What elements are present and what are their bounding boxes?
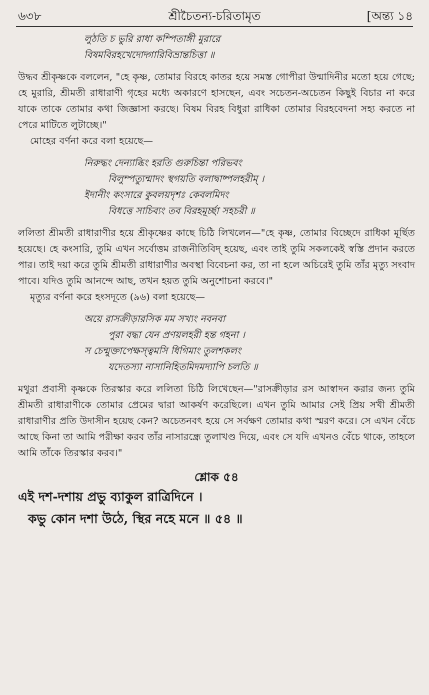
verse-line: পুরা বদ্ধা যেন প্রণয়লহরী হন্ত গহনা ।: [108, 330, 245, 341]
page-number: ৬৩৮: [18, 9, 42, 23]
intro-mrityu: মৃত্যুর বর্ণনা করে হংসদূতে (৯৬) বলা হয়েছে—: [30, 292, 206, 303]
paragraph-uddhava: উদ্ধব শ্রীকৃষ্ণকে বললেন, "হে কৃষ্ণ, তোমার বিরহে কাতর হয়ে সমস্ত গোপীরা উন্মাদিনীর মতো হয়ে গেছে; হে মুরারি, শ্রীমতী রাধারাণী গৃহের মধ্যে অকারণে হাসছেন, এবং সচেতন-অচেতন কিছুই বিচার না করে যাকে তাকে তোমার কথা জিজ্ঞাসা করছে। বিষম বিরহ বিধুরা রাধিকা তোমার বিরহবেদনা সহ্য করতে না পেরে মাটিতে লুটাচ্ছে।": [18, 72, 415, 131]
verse-line: বিধত্তে সাচিব্যং তব বিরহমূর্চ্ছা সহচরী ॥: [108, 206, 255, 217]
sloka-title: শ্লোক ৫৪: [194, 470, 239, 484]
page-content: [18, 32, 415, 530]
verse-2: [18, 156, 415, 220]
verse-line: ইদানীং কংসারে কুবলয়দৃশঃ কেবলমিদং: [84, 190, 229, 201]
header-rule: [16, 26, 413, 27]
chapter-marker: [অন্ত্য ১৪: [366, 9, 413, 23]
verse-1: [18, 32, 415, 64]
verse-line: লুঠতি চ ভুরি রাধা কম্পিতাঙ্গী মুরারে: [84, 34, 221, 45]
verse-line: অয়ে রাসক্রীড়ারসিক মম সখ্যং নবনবা: [84, 314, 225, 325]
verse-line: নিরুদ্ধং দেন্যাব্ধিং হরতি গুরুচিন্তা পরিভবং: [84, 158, 242, 169]
page-header: [16, 6, 413, 26]
verse-line: বিলুম্পত্যুন্মাদং স্থগয়তি বলাদ্বাষ্পলহরীম্ ।: [108, 174, 265, 185]
paragraph-mathura: মথুরা প্রবাসী কৃষ্ণকে তিরস্কার করে ললিতা চিঠি লিখেছেন—"রাসক্রীড়ার রস আস্বাদন করার জন্য তুমি শ্রীমতী রাধারাণীকে তোমার প্রেমের দ্বারা আকর্ষণ করেছিলে। এখন তুমি আমার সেই প্রিয় সখী শ্রীমতী রাধারাণীর প্রতি উদাসীন হয়েছ কেন? অচেতনবৎ হয়ে সে সর্বক্ষণ তোমার কথা স্মরণ করে। সে এখন বেঁচে আছে কিনা তা আমি পরীক্ষা করব তাঁর নাসারন্ধ্রে তুলাখণ্ড দিয়ে, এবং সে যদি এখনও বেঁচে থাকে, তাহলে আমি তাঁকে তিরস্কার করব।": [18, 384, 415, 459]
verse-line: বিষমবিরহখেদোদ্গারিবিভ্রান্তচিত্তা ॥: [84, 50, 215, 61]
sloka-line-1: এই দশ-দশায় প্রভু ব্যাকুল রাত্রিদিনে ।: [18, 489, 203, 504]
verse-line: স চেন্মুক্তাপেক্ষস্ত্বমসি ধিগিমাং তুলশকলং: [84, 346, 242, 357]
running-title: শ্রীচৈতন্য-চরিতামৃত: [168, 9, 261, 23]
paragraph-lalita-letter: ললিতা শ্রীমতী রাধারাণীর হয়ে শ্রীকৃষ্ণের কাছে চিঠি লিখলেন—"হে কৃষ্ণ, তোমার বিচ্ছেদে রাধিকা মূর্ছিত হয়েছে। হে কংসারি, তুমি এখন সর্বোত্তম রাজনীতিবিদ্ হয়েছ, এবং তাই তুমি সকলকেই স্বস্তি প্রদান করতে পার। তাই দয়া করে তুমি শ্রীমতী রাধারাণীর অবস্থা বিবেচনা কর, তা না হলে অচিরেই তুমি তাঁর মৃত্যু সংবাদ পাবে। যদিও তুমি আনন্দে আছ, তখন হয়ত তুমি অনুশোচনা করবে।": [18, 228, 415, 287]
intro-moha: মোহের বর্ণনা করে বলা হয়েছে—: [30, 136, 153, 147]
verse-line: যদেতস্যা নাসানিহিতমিদমদ্যাপি চলতি ॥: [108, 362, 258, 373]
sloka-line-2: কভু কোন দশা উঠে, স্থির নহে মনে ॥ ৫৪ ॥: [28, 511, 243, 526]
verse-3: [18, 312, 415, 376]
